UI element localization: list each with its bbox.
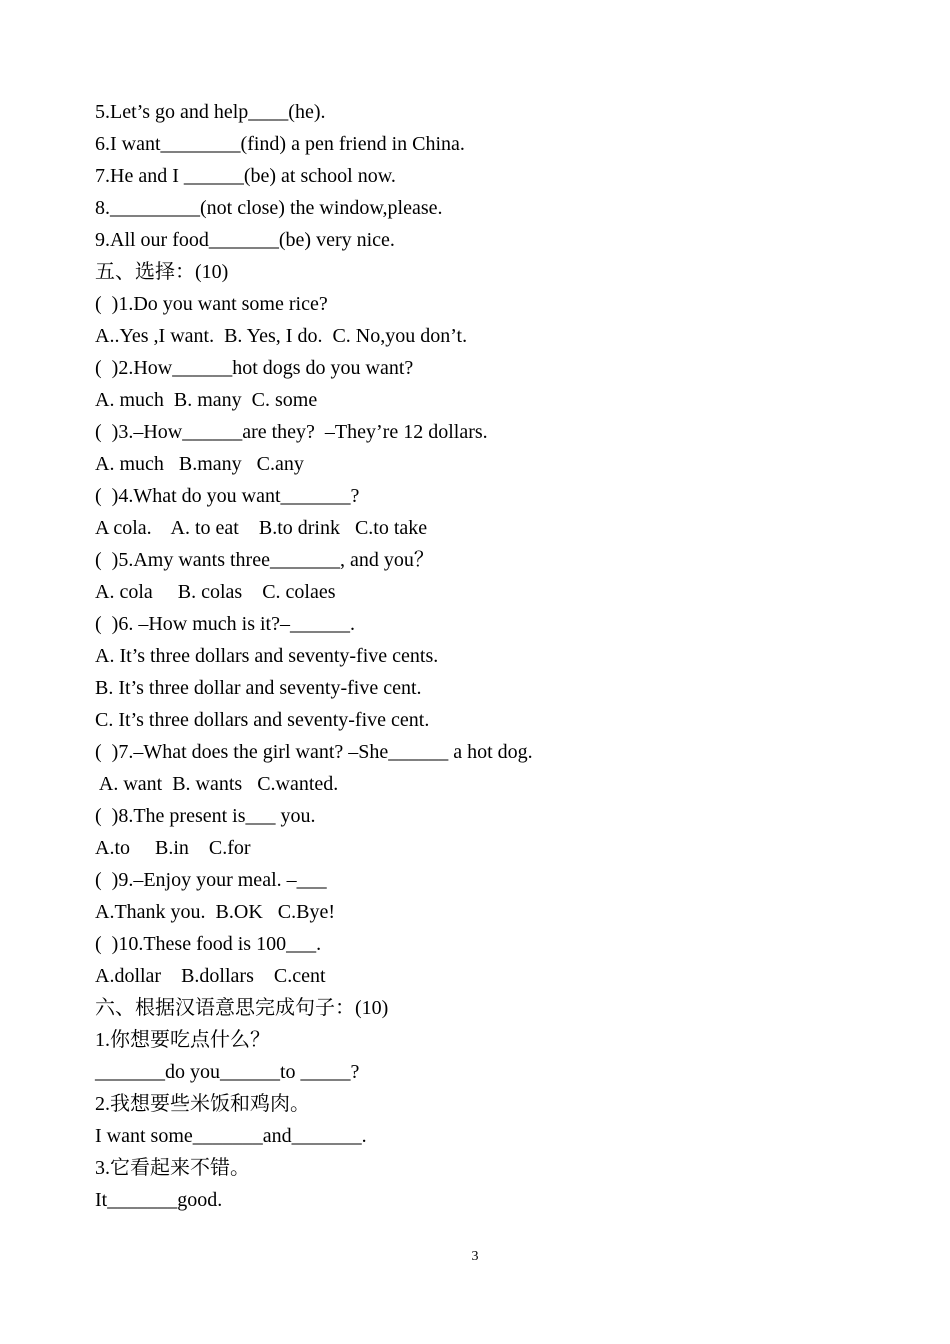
page-number: 3 [471, 1249, 479, 1264]
fill-in-item-8: 8._________(not close) the window,please. [95, 197, 443, 219]
choice-options-1: A..Yes ,I want. B. Yes, I do. C. No,you don’t. [95, 325, 468, 347]
translation-answer-1: _______do you______to _____? [95, 1061, 360, 1083]
choice-question-6: ( )6. –How much is it?–______. [95, 613, 355, 635]
translation-prompt-2: 2.我想要些米饭和鸡肉。 [95, 1093, 310, 1115]
choice-question-2: ( )2.How______hot dogs do you want? [95, 357, 414, 379]
choice-question-8: ( )8.The present is___ you. [95, 805, 316, 827]
choice-options-2: A. much B. many C. some [95, 389, 318, 411]
choice-question-3: ( )3.–How______are they? –They’re 12 dollars. [95, 421, 488, 443]
choice-option-6a: A. It’s three dollars and seventy-five cents. [95, 645, 439, 667]
choice-question-5: ( )5.Amy wants three_______, and you？ [95, 549, 434, 571]
choice-options-8: A.to B.in C.for [95, 837, 251, 859]
choice-options-10: A.dollar B.dollars C.cent [95, 965, 326, 987]
choice-option-6c: C. It’s three dollars and seventy-five cent. [95, 709, 430, 731]
fill-in-item-7: 7.He and I ______(be) at school now. [95, 165, 396, 187]
choice-question-1: ( )1.Do you want some rice? [95, 293, 328, 315]
choice-options-5: A. cola B. colas C. colaes [95, 581, 336, 603]
choice-question-9: ( )9.–Enjoy your meal. –___ [95, 869, 327, 891]
choice-options-7: A. want B. wants C.wanted. [95, 773, 339, 795]
choice-options-4: A cola. A. to eat B.to drink C.to take [95, 517, 428, 539]
translation-answer-3: It_______good. [95, 1189, 223, 1211]
choice-option-6b: B. It’s three dollar and seventy-five cent. [95, 677, 422, 699]
fill-in-item-6: 6.I want________(find) a pen friend in China. [95, 133, 465, 155]
choice-options-9: A.Thank you. B.OK C.Bye! [95, 901, 335, 923]
choice-question-4: ( )4.What do you want_______? [95, 485, 360, 507]
section-heading-choice: 五、选择：(10) [95, 261, 229, 283]
translation-answer-2: I want some_______and_______. [95, 1125, 367, 1147]
section-heading-translation: 六、根据汉语意思完成句子：(10) [95, 997, 389, 1019]
translation-prompt-3: 3.它看起来不错。 [95, 1157, 250, 1179]
document-body [95, 96, 875, 1216]
translation-prompt-1: 1.你想要吃点什么？ [95, 1029, 270, 1051]
choice-question-7: ( )7.–What does the girl want? –She______ a hot dog. [95, 741, 533, 763]
fill-in-item-5: 5.Let’s go and help____(he). [95, 101, 326, 123]
fill-in-item-9: 9.All our food_______(be) very nice. [95, 229, 395, 251]
choice-question-10: ( )10.These food is 100___. [95, 933, 322, 955]
choice-options-3: A. much B.many C.any [95, 453, 304, 475]
